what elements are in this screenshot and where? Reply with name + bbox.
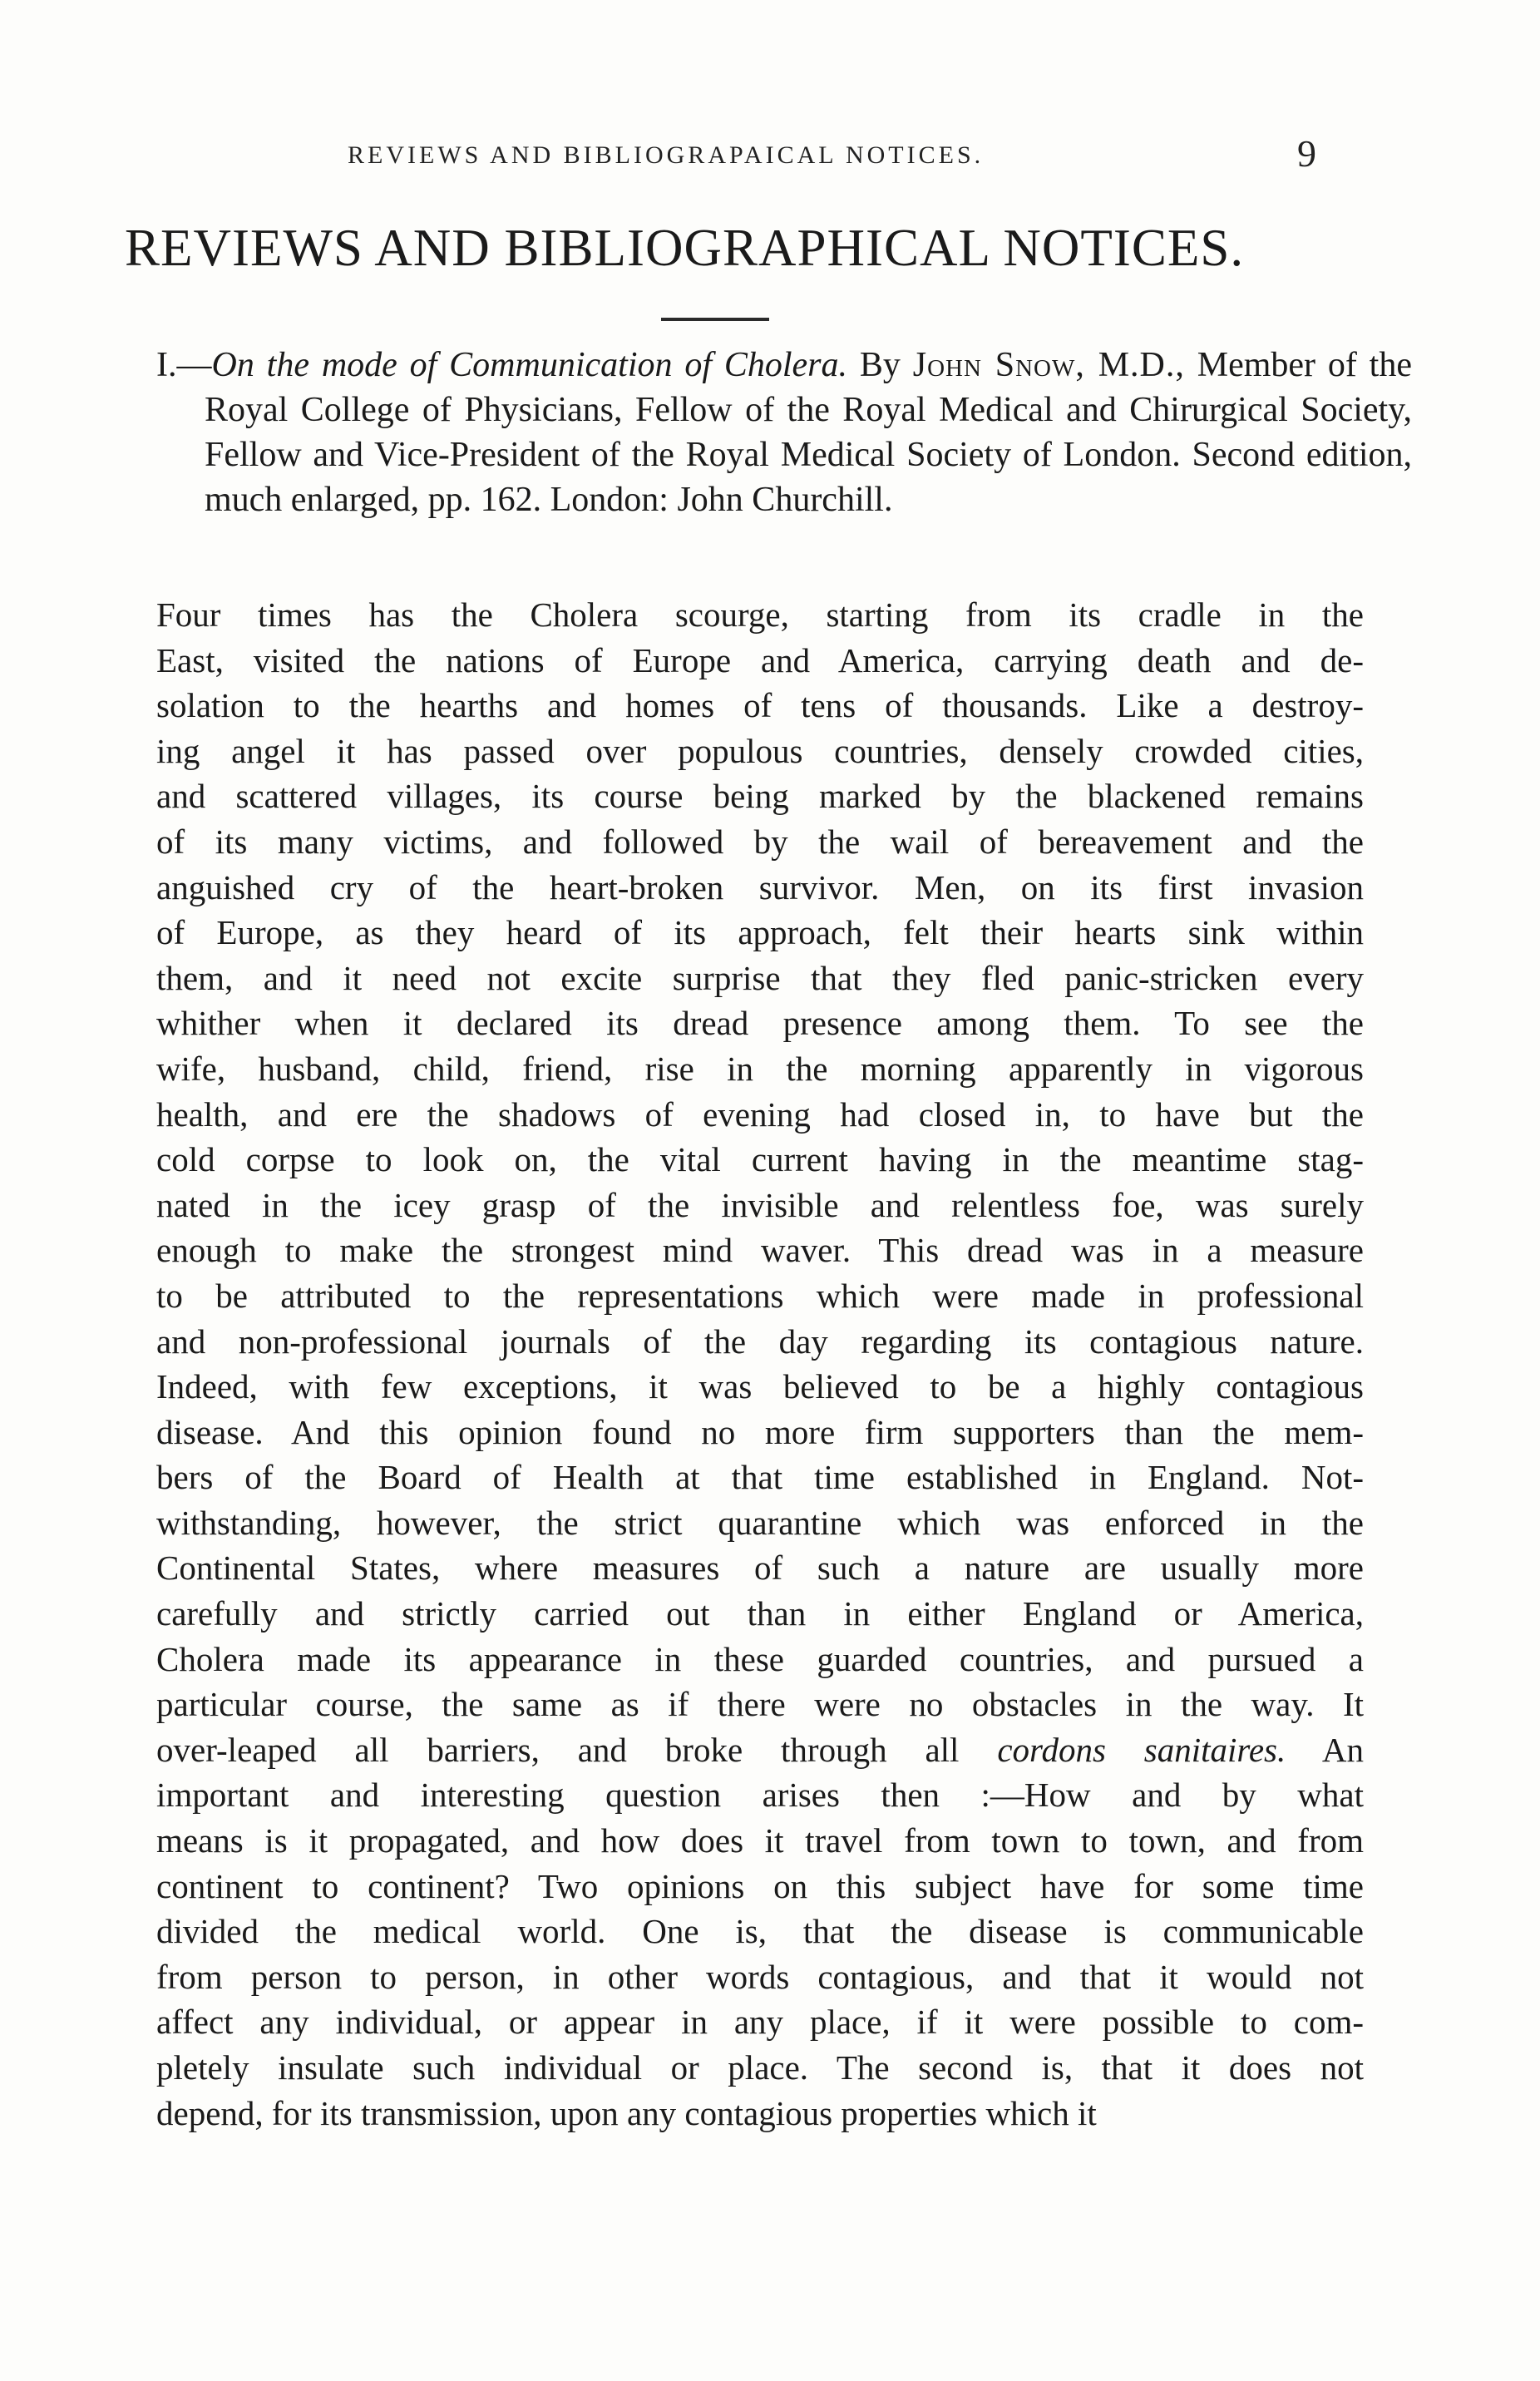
by-word: By [859,346,901,384]
book-title: On the mode of Communication of Cholera. [211,346,848,384]
body-line: divided the medical world. One is, that the disease is communicable [156,1912,1364,1951]
body-line: cold corpse to look on, the vital current having in the meantime stag- [156,1140,1364,1179]
body-line: carefully and strictly carried out than in either England or America, [156,1594,1364,1633]
body-line: withstanding, however, the strict quarantine which was enforced in the [156,1503,1364,1542]
section-title: REVIEWS AND BIBLIOGRAPHICAL NOTICES. [125,219,1245,277]
page-number: 9 [1297,132,1316,175]
body-line: of Europe, as they heard of its approach, felt their hearts sink within [156,913,1364,952]
body-line: pletely insulate such individual or place. The second is, that it does not [156,2048,1364,2087]
body-line: and non-professional journals of the day regarding its contagious nature. [156,1321,1364,1361]
body-line: disease. And this opinion found no more firm supporters than the mem- [156,1412,1364,1451]
body-line: East, visited the nations of Europe and America, carrying death and de- [156,640,1364,679]
body-line: whither when it declared its dread presence among them. To see the [156,1004,1364,1043]
body-line: of its many victims, and followed by the wail of bereavement and the [156,822,1364,861]
body-line: nated in the icey grasp of the invisible and relentless foe, was surely [156,1185,1364,1224]
body-line: continent to continent? Two opinions on this subject have for some time [156,1866,1364,1905]
body-line: from person to person, in other words contagious, and that it would not [156,1957,1364,1996]
review-number: I.— [156,346,212,384]
title-rule [661,318,769,321]
body-line: means is it propagated, and how does it travel from town to town, and from [156,1821,1364,1860]
body-line: bers of the Board of Health at that time established in England. Not- [156,1458,1364,1497]
body-line: important and interesting question arises then :—How and by what [156,1776,1364,1815]
body-line: depend, for its transmission, upon any contagious properties which it [156,2093,1097,2132]
body-line: particular course, the same as if there were no obstacles in the way. It [156,1685,1364,1724]
body-line: health, and ere the shadows of evening had closed in, to have but the [156,1094,1364,1134]
body-line: solation to the hearths and homes of tens of thousands. Like a destroy- [156,686,1364,725]
book-description: Member of the Royal College of Physicians, Fellow of the Royal Medical and Chirurgical Society, Fellow and Vice-President of the Royal Medical Society of London. Second edition, much enlarged, pp. 162. London: John Churchill. [205,346,1412,519]
body-line: Cholera made its appearance in these guarded countries, and pursued a [156,1639,1364,1678]
review-body [156,592,1364,2136]
running-head: REVIEWS AND BIBLIOGRAPAICAL NOTICES. [348,141,985,169]
body-line: anguished cry of the heart-broken survivor. Men, on its first invasion [156,867,1364,906]
body-line: Continental States, where measures of such a nature are usually more [156,1549,1364,1588]
body-line: enough to make the strongest mind waver. This dread was in a measure [156,1231,1364,1270]
body-line: ing angel it has passed over populous countries, densely crowded cities, [156,731,1364,770]
body-line: affect any individual, or appear in any place, if it were possible to com- [156,2003,1364,2042]
body-line: them, and it need not excite surprise that they fled panic-stricken every [156,958,1364,997]
review-heading [156,343,1412,522]
body-line: to be attributed to the representations which were made in professional [156,1276,1364,1315]
body-line: over-leaped all barriers, and broke through all cordons sanitaires. An [156,1730,1364,1769]
body-line: wife, husband, child, friend, rise in the morning apparently in vigorous [156,1049,1364,1088]
author-name: John Snow, M.D., [912,346,1185,384]
italic-phrase: cordons sanitaires. [997,1730,1286,1769]
body-line: and scattered villages, its course being marked by the blackened remains [156,777,1364,816]
body-line: Indeed, with few exceptions, it was believed to be a highly contagious [156,1367,1364,1406]
body-line: Four times has the Cholera scourge, starting from its cradle in the [156,595,1364,634]
